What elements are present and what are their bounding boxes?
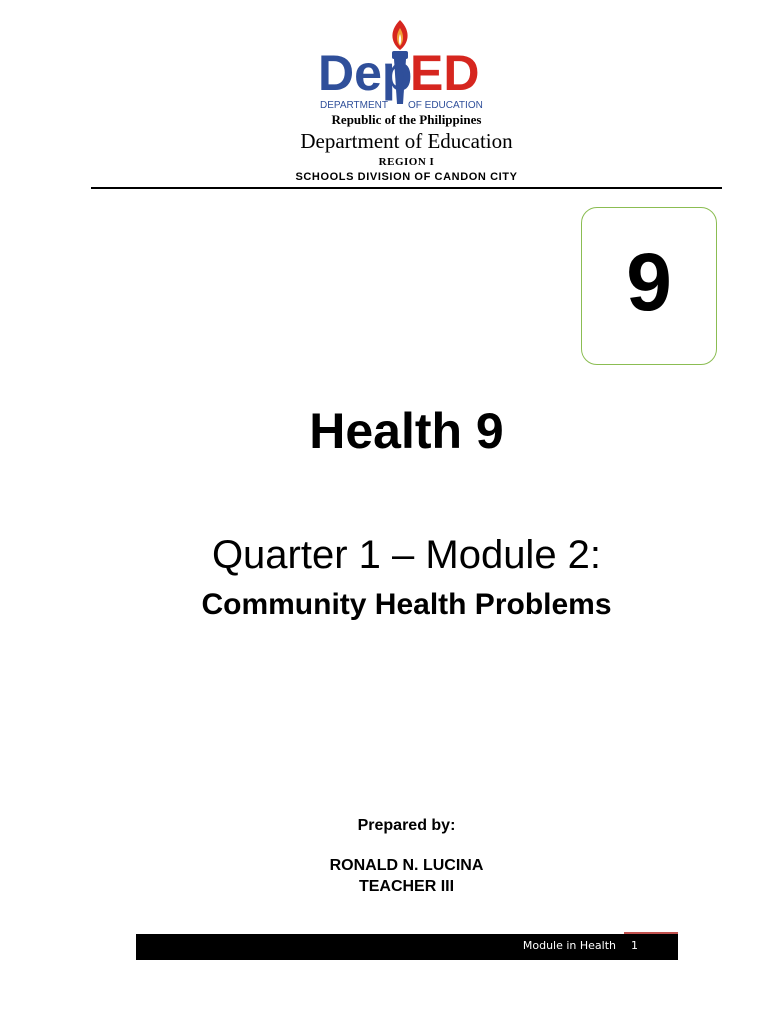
division-label: SCHOOLS DIVISION OF CANDON CITY xyxy=(295,171,518,183)
page-number: 1 xyxy=(631,939,638,952)
logo-text-dep: Dep xyxy=(318,45,413,101)
prepared-by-label: Prepared by: xyxy=(357,817,456,834)
region-label: REGION I xyxy=(378,156,435,168)
deped-logo xyxy=(300,18,500,114)
module-title: Community Health Problems xyxy=(201,588,612,621)
department-heading: Department of Education xyxy=(300,129,513,153)
republic-heading: Republic of the Philippines xyxy=(331,112,482,127)
author-name: RONALD N. LUCINA xyxy=(329,857,484,874)
grade-badge xyxy=(581,207,717,365)
logo-subtitle-right: OF EDUCATION xyxy=(408,100,483,111)
document-title: Health 9 xyxy=(309,403,504,459)
grade-number: 9 xyxy=(626,237,672,328)
author-role: TEACHER III xyxy=(358,878,455,895)
logo-text-ed: ED xyxy=(410,45,480,101)
header-divider xyxy=(91,187,722,189)
quarter-module-label: Quarter 1 – Module 2: xyxy=(211,533,602,577)
footer-text: Module in Health xyxy=(522,939,616,952)
footer-bar xyxy=(136,934,678,960)
logo-subtitle-left: DEPARTMENT xyxy=(320,100,388,111)
